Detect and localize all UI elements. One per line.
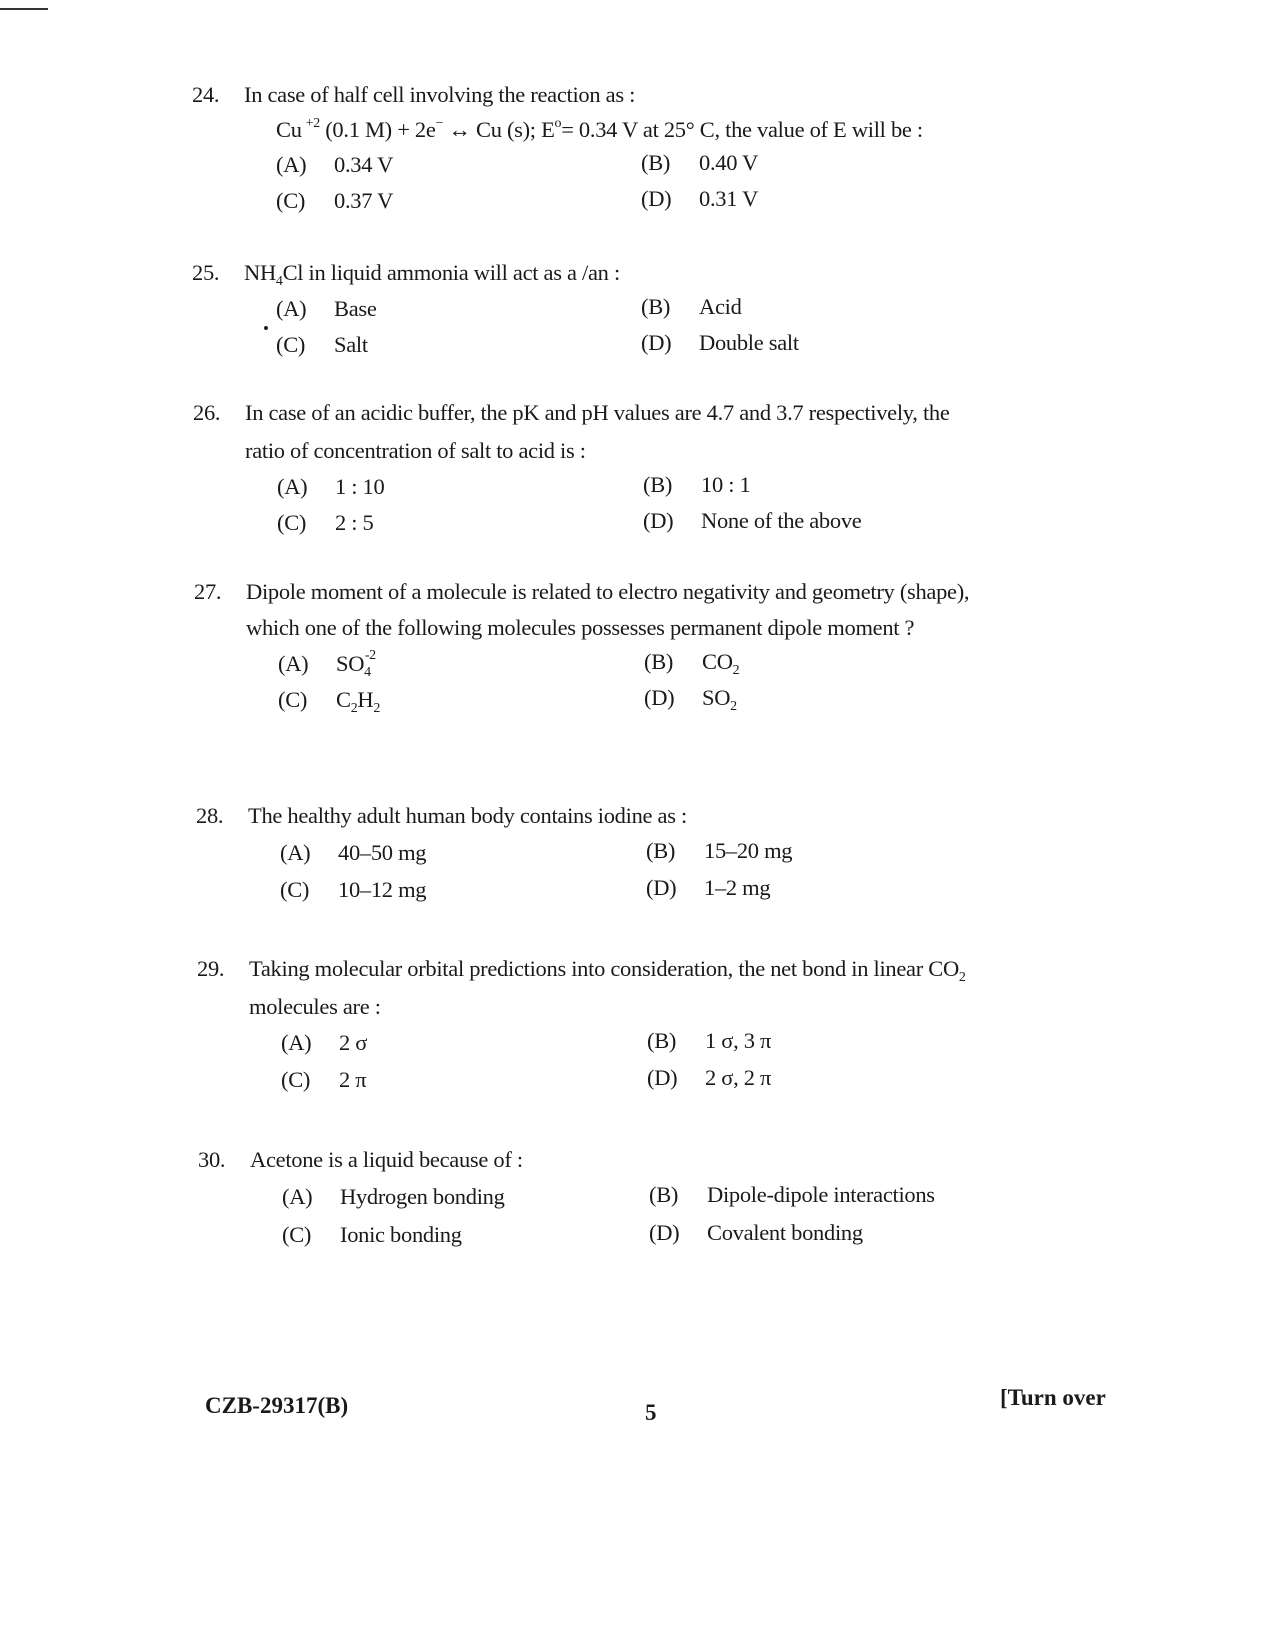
option-b[interactable]: (B) 1 σ, 3 π — [647, 1028, 772, 1053]
option-a[interactable]: (A) Base — [276, 296, 377, 321]
question-number: 24. — [192, 82, 220, 107]
option-b[interactable]: (B) Dipole-dipole interactions — [649, 1182, 935, 1207]
question-number: 30. — [198, 1147, 226, 1172]
option-c[interactable]: (C) 2 : 5 — [277, 510, 374, 535]
option-b[interactable]: (B) 0.40 V — [641, 150, 759, 175]
option-b[interactable]: (B) 15–20 mg — [646, 838, 793, 863]
option-d[interactable]: (D) 2 σ, 2 π — [647, 1065, 772, 1090]
question-number: 26. — [193, 400, 221, 425]
turn-over-note: [Turn over — [1000, 1385, 1106, 1410]
option-c[interactable]: (C) Salt — [276, 332, 368, 357]
option-c[interactable]: (C) Ionic bonding — [282, 1222, 462, 1247]
question-stem-line-2: which one of the following molecules possesses permanent dipole moment ? — [246, 615, 915, 640]
page-number: 5 — [645, 1400, 657, 1425]
option-a[interactable]: (A) $SO_4-2$ — [278, 648, 376, 680]
question-stem: In case of half cell involving the reaction as : — [244, 82, 636, 107]
corner-rule — [0, 8, 48, 10]
question-number: 29. — [197, 956, 225, 981]
question-number: 27. — [194, 579, 222, 604]
option-c[interactable]: (C) $C_2H_2$ — [278, 687, 381, 716]
question-stem-line-1: In case of an acidic buffer, the pK and pH values are 4.7 and 3.7 respectively, the — [245, 400, 950, 425]
option-d[interactable]: (D) Covalent bonding — [649, 1220, 863, 1245]
option-c[interactable]: (C) 10–12 mg — [280, 877, 427, 902]
option-a[interactable]: (A) 0.34 V — [276, 152, 394, 177]
option-d[interactable]: (D) $SO_2$ — [644, 685, 737, 714]
question-number: 25. — [192, 260, 220, 285]
option-d[interactable]: (D) Double salt — [641, 330, 799, 355]
question-stem-line-1: Taking molecular orbital predictions into consideration, the net bond in linear $CO_2$ — [249, 956, 966, 985]
option-a[interactable]: (A) Hydrogen bonding — [282, 1184, 505, 1209]
question-stem: The healthy adult human body contains iodine as : — [248, 803, 687, 828]
question-stem-line-2: molecules are : — [249, 994, 381, 1019]
question-equation: Cu +2 (0.1 M) + 2e− ↔ Cu (s); Eo= 0.34 V at 25° C, the value of E will be : — [276, 116, 923, 142]
paper-code: CZB-29317(B) — [205, 1393, 349, 1418]
question-stem-line-2: ratio of concentration of salt to acid is : — [245, 438, 586, 463]
option-a[interactable]: (A) 2 σ — [281, 1030, 368, 1055]
option-c[interactable]: (C) 2 π — [281, 1067, 367, 1092]
option-d[interactable]: (D) None of the above — [643, 508, 862, 533]
option-b[interactable]: (B) Acid — [641, 294, 742, 319]
question-stem: Acetone is a liquid because of : — [250, 1147, 523, 1172]
question-number: 28. — [196, 803, 224, 828]
option-a[interactable]: (A) 1 : 10 — [277, 474, 385, 499]
option-a[interactable]: (A) 40–50 mg — [280, 840, 427, 865]
option-b[interactable]: (B) $CO_2$ — [644, 649, 740, 678]
question-stem: $NH_4Cl$ in liquid ammonia will act as a /an : — [244, 260, 620, 289]
option-d[interactable]: (D) 1–2 mg — [646, 875, 771, 900]
option-b[interactable]: (B) 10 : 1 — [643, 472, 751, 497]
stray-dot — [264, 326, 268, 330]
question-stem-line-1: Dipole moment of a molecule is related to electro negativity and geometry (shape), — [246, 579, 970, 604]
option-d[interactable]: (D) 0.31 V — [641, 186, 759, 211]
option-c[interactable]: (C) 0.37 V — [276, 188, 394, 213]
